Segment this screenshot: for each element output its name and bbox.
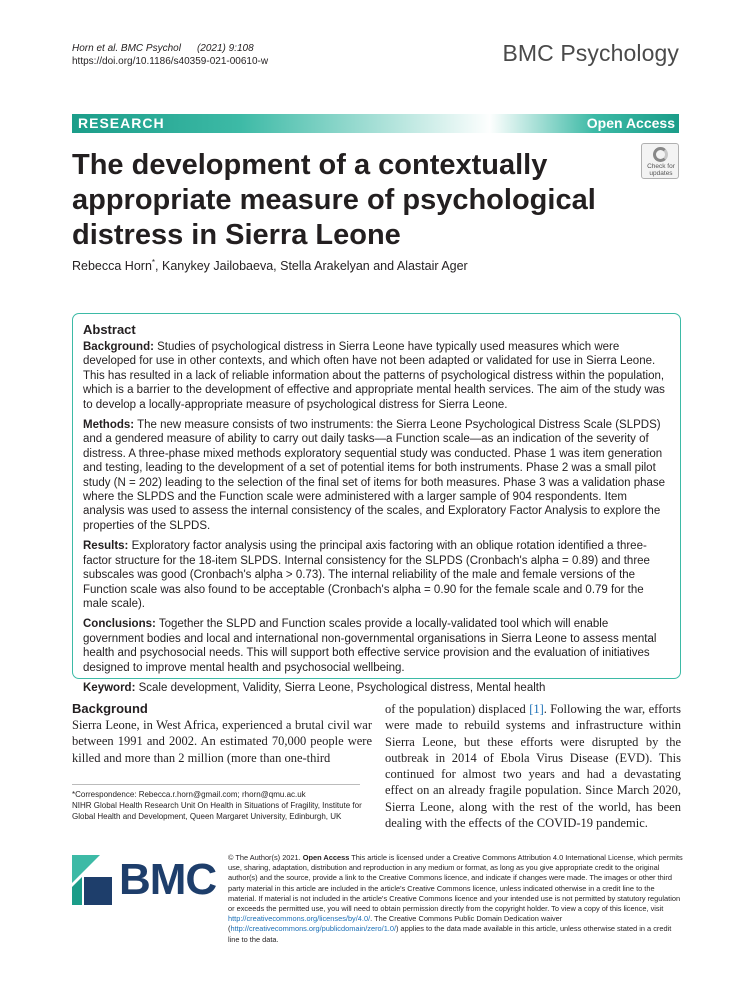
section-heading-background: Background	[72, 701, 148, 716]
license-open-access: Open Access	[302, 853, 350, 862]
affiliation-line: NIHR Global Health Research Unit On Health in Situations of Fragility, Institute for Global Health and Development, Queen Margaret University, Edinburgh, UK	[72, 801, 362, 821]
author-list	[72, 258, 468, 273]
abstract-keywords: Keyword: Scale development, Validity, Sierra Leone, Psychological distress, Mental health	[83, 681, 546, 694]
corresponding-mark: *	[151, 258, 156, 267]
article-title: The development of a contextually appropriate measure of psychological distress in Sierra Leone	[72, 149, 596, 251]
abstract-background: Background: Studies of psychological distress in Sierra Leone have typically used measures which were developed for use in other contexts, and which often have not been adapted or validated for use in Sierra Leone. This has resulted in a lack of reliable information about the patterns of psychological distress within the population, which is a barrier to the development of effective and appropriate mental health services. The aim of the study was to develop a locally-appropriate measure of psychological distress for Sierra Leone.	[83, 341, 665, 411]
body-paragraph-left: Sierra Leone, in West Africa, experienced a brutal civil war between 1991 and 2002. An estimated 70,000 people were killed and more than 2 million (more than one-third	[72, 718, 372, 765]
abstract-methods: Methods: The new measure consists of two instruments: the Sierra Leone Psychological Distress Scale (SLPDS) and a gendered measure of ability to carry out daily tasks—a Function scale—as an indication of the severity of distress. A three-phase mixed methods exploratory sequential study was conducted. Phase 1 was item generation and testing, leading to the development of a set of potential items for both instruments. Phase 2 was a small pilot study (N = 202) leading to the selection of the final set of items for both measures. Phase 3 was a validation phase where the SLPDS and the Function scale were administered with a larger sample of 904 respondents. Item analysis was used to assess the internal consistency of the scales, and Exploratory Factor Analysis to explore the properties of the SLPDS.	[83, 419, 666, 532]
bmc-logo	[72, 855, 220, 905]
body-column-left	[72, 701, 372, 766]
body-paragraph-right: of the population) displaced [1]. Following the war, efforts were made to rebuild systems and infrastructure within Sierra Leone, but these efforts were disrupted by the outbreak in 2014 of Ebola Virus Disease (EVD). This continued for almost two years and had a devastating effect on an already fragile population. Since March 2020, Sierra Leone, along with the rest of the world, has been dealing with the effects of the COVID-19 pandemic.	[385, 702, 681, 831]
research-label: RESEARCH	[78, 115, 165, 131]
article-type-banner	[72, 114, 679, 133]
author-rest: , Kanykey Jailobaeva, Stella Arakelyan and Alastair Ager	[155, 259, 468, 274]
abstract-heading: Abstract	[83, 322, 136, 337]
open-access-label: Open Access	[586, 115, 675, 131]
footnote-divider	[72, 784, 360, 785]
abstract-results: Results: Exploratory factor analysis using the principal axis factoring with an oblique rotation identified a three-factor structure for the 18-item SLPDS. Internal consistency for the SLPDS (Cronbach's alpha = 0.89) and three subscales was good (Cronbach's alpha > 0.73). The internal reliability of the male and female versions of the Function scale was also found to be acceptable (Cronbach's alpha = 0.90 for the female scale and 0.79 for the male scale).	[83, 540, 650, 610]
bmc-wordmark: BMC	[119, 855, 217, 904]
correspondence-line: *Correspondence: Rebecca.r.horn@gmail.com; rhorn@qmu.ac.uk	[72, 790, 306, 799]
abstract-conclusions: Conclusions: Together the SLPD and Function scales provide a locally-validated tool which will enable government bodies and local and international non-governmental organisations in Sierra Leone to assess mental health and psychosocial needs. This will support both effective service provision and the evaluation of initiatives designed to improve mental health and psychosocial wellbeing.	[83, 618, 657, 674]
citation-ref-1[interactable]: [1]	[529, 702, 544, 716]
research-bar	[72, 114, 492, 133]
citation-year-volume: (2021) 9:108	[196, 43, 254, 54]
abstract-box	[72, 313, 681, 694]
journal-name: BMC Psychology	[502, 40, 679, 66]
citation-block	[72, 42, 268, 68]
body-column-right	[385, 701, 681, 831]
doi-link[interactable]: https://doi.org/10.1186/s40359-021-00610-w	[72, 56, 269, 67]
open-access-bar	[489, 114, 679, 133]
license-link-by[interactable]: http://creativecommons.org/licenses/by/4.0/	[228, 914, 371, 924]
author-first[interactable]: Rebecca Horn	[72, 259, 152, 274]
check-updates-text: Check for updates	[647, 163, 675, 177]
license-link-zero[interactable]: http://creativecommons.org/publicdomain/zero/1.0/	[230, 924, 397, 934]
bmc-mark-icon	[72, 855, 112, 905]
license-statement: © The Author(s) 2021. Open Access This article is licensed under a Creative Commons Attribution 4.0 International License, which permits use, sharing, adaptation, distribution and reproduction in any medium or format, as long as you give appropriate credit to the original author(s) and the source, provide a link to the Creative Commons licence, and indicate if changes were made. The images or other third party material in this article are included in the article's Creative Commons licence, unless indicated otherwise in a credit line to the material. If material is not included in the article's Creative Commons licence and your intended use is not permitted by statutory regulation or exceeds the permitted use, you will need to obtain permission directly from the copyright holder. To view a copy of this licence, visit http://creativecommons.org/licenses/by/4.0/. The Creative Commons Public Domain Dedication waiver (http://creativecommons.org/publicdomain/zero/1.0/) applies to the data made available in this article, unless otherwise stated in a credit line to the data.	[228, 853, 683, 944]
correspondence-footnote	[72, 789, 372, 822]
citation-journal: Horn et al. BMC Psychol	[72, 43, 181, 54]
check-for-updates-badge[interactable]	[641, 143, 679, 179]
check-updates-icon	[653, 147, 668, 162]
